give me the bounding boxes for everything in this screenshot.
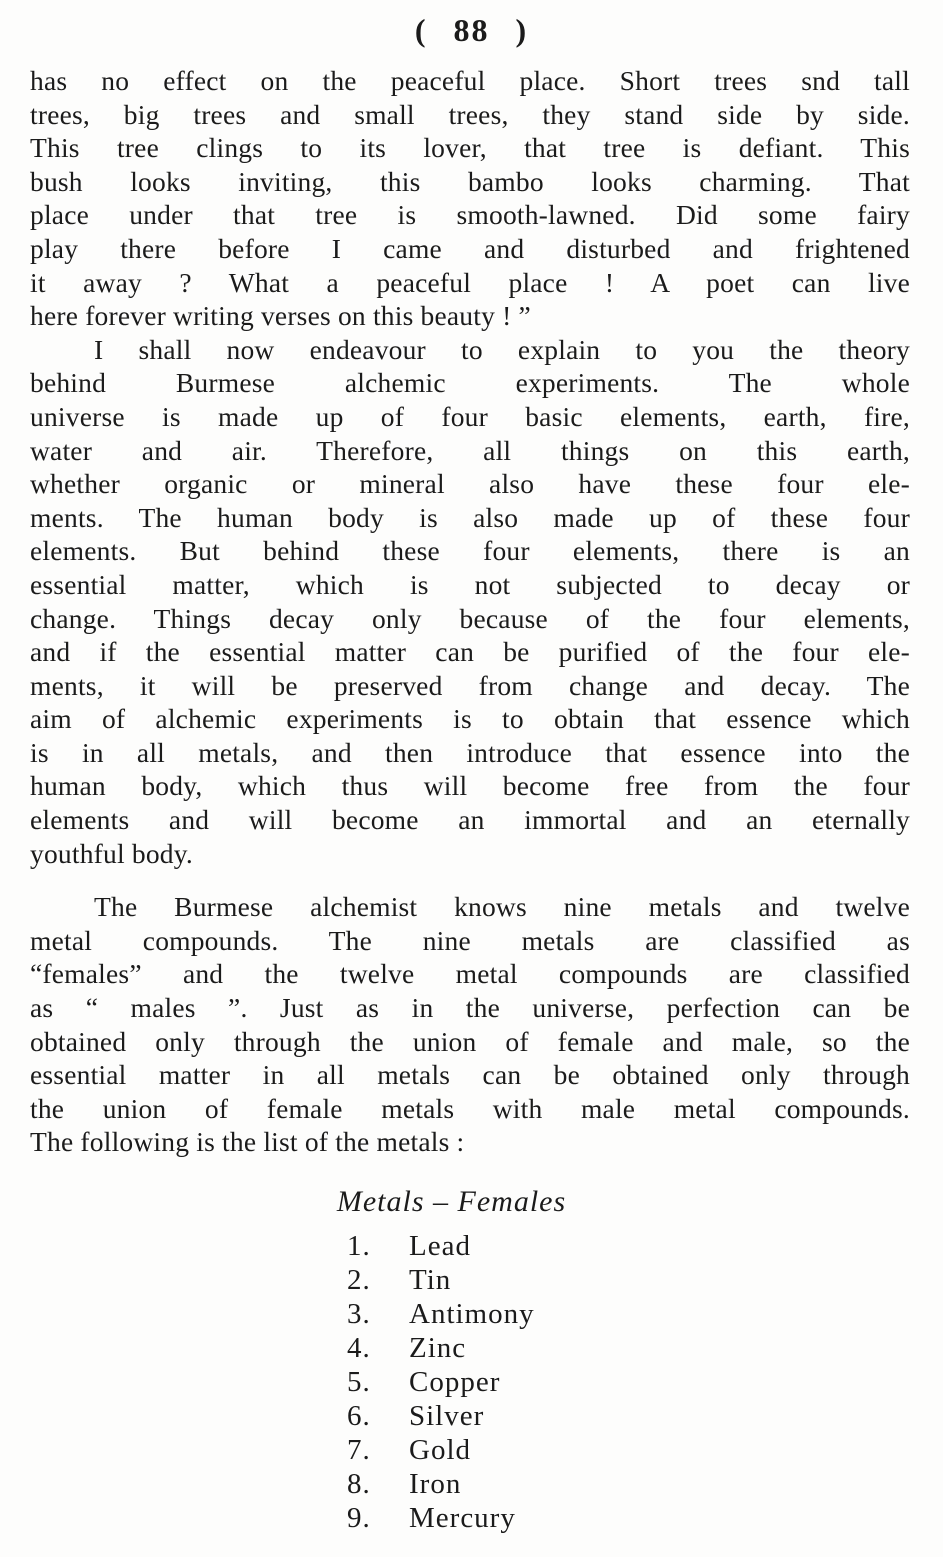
metal-item-name: Silver (409, 1400, 485, 1432)
metal-item-number: 6. (347, 1400, 371, 1432)
text-line: as “ males ”. Just as in the universe, perfection can be (30, 992, 910, 1024)
text-line: has no effect on the peaceful place. Short trees snd tall (30, 65, 910, 96)
metals-females-list (0, 1229, 943, 1535)
metal-list-item (0, 1467, 943, 1501)
text-line: obtained only through the union of female and male, so the (30, 1025, 910, 1057)
metal-item-number: 7. (347, 1434, 371, 1466)
metal-list-item (0, 1433, 943, 1467)
metal-item-number: 9. (347, 1502, 371, 1534)
text-line: The following is the list of the metals : (30, 1126, 465, 1158)
text-line: essential matter, which is not subjected to decay or (30, 568, 910, 600)
metal-list-item (0, 1229, 943, 1263)
metal-item-name: Copper (409, 1366, 501, 1398)
metal-item-name: Antimony (409, 1298, 535, 1330)
paragraph-alchemy-theory (30, 333, 910, 871)
metals-females-heading: Metals – Females (336, 1185, 567, 1218)
metal-list-item (0, 1501, 943, 1535)
text-line: it away ? What a peaceful place ! A poet can live (30, 266, 910, 298)
text-line: human body, which thus will become free from the four (30, 770, 910, 802)
text-line: ments. The human body is also made up of these four (30, 501, 910, 533)
text-line: youthful body. (30, 837, 193, 869)
metal-item-number: 1. (347, 1230, 371, 1262)
text-line: essential matter in all metals can be obtained only through (30, 1059, 910, 1091)
text-line: the union of female metals with male metal compounds. (30, 1092, 910, 1124)
metal-list-item (0, 1297, 943, 1331)
metal-item-name: Zinc (409, 1332, 467, 1364)
metal-item-number: 2. (347, 1264, 371, 1296)
paragraph-peaceful-place (30, 64, 910, 333)
text-line: ments, it will be preserved from change and decay. The (30, 669, 910, 701)
metal-item-number: 3. (347, 1298, 371, 1330)
metal-item-name: Tin (409, 1264, 452, 1296)
text-line: This tree clings to its lover, that tree is defiant. This (30, 132, 910, 164)
metal-item-name: Lead (409, 1230, 471, 1262)
text-line: behind Burmese alchemic experiments. The whole (30, 367, 910, 399)
text-line: place under that tree is smooth-lawned. Did some fairy (30, 199, 910, 231)
text-line: elements. But behind these four elements, there is an (30, 535, 910, 567)
text-line: metal compounds. The nine metals are classified as (30, 924, 910, 956)
text-line: whether organic or mineral also have these four ele- (30, 468, 910, 500)
text-line: universe is made up of four basic elements, earth, fire, (30, 400, 910, 432)
metal-item-number: 8. (347, 1468, 371, 1500)
metal-list-item (0, 1263, 943, 1297)
metal-list-item (0, 1399, 943, 1433)
text-line: trees, big trees and small trees, they stand side by side. (30, 98, 910, 130)
metal-item-name: Gold (409, 1434, 471, 1466)
metal-item-name: Iron (409, 1468, 462, 1500)
text-line: elements and will become an immortal and an eternally (30, 804, 910, 836)
text-line: is in all metals, and then introduce that essence into the (30, 736, 910, 768)
text-line: bush looks inviting, this bambo looks charming. That (30, 165, 910, 197)
text-line: I shall now endeavour to explain to you the theory (94, 333, 910, 365)
text-line: and if the essential matter can be purified of the four ele- (30, 636, 910, 668)
text-line: here forever writing verses on this beauty ! ” (30, 300, 531, 332)
paragraph-nine-metals (30, 890, 910, 1159)
text-line: The Burmese alchemist knows nine metals and twelve (94, 891, 910, 923)
metal-list-item (0, 1365, 943, 1399)
text-line: water and air. Therefore, all things on this earth, (30, 434, 910, 466)
text-line: aim of alchemic experiments is to obtain that essence which (30, 703, 910, 735)
metal-item-name: Mercury (409, 1502, 516, 1534)
metal-list-item (0, 1331, 943, 1365)
metal-item-number: 4. (347, 1332, 371, 1364)
page-body (0, 64, 943, 1159)
text-line: “females” and the twelve metal compounds are classified (30, 958, 910, 990)
text-line: play there before I came and disturbed and frightened (30, 232, 910, 264)
text-line: change. Things decay only because of the four elements, (30, 602, 910, 634)
page-number: ( 88 ) (414, 12, 529, 48)
metal-item-number: 5. (347, 1366, 371, 1398)
